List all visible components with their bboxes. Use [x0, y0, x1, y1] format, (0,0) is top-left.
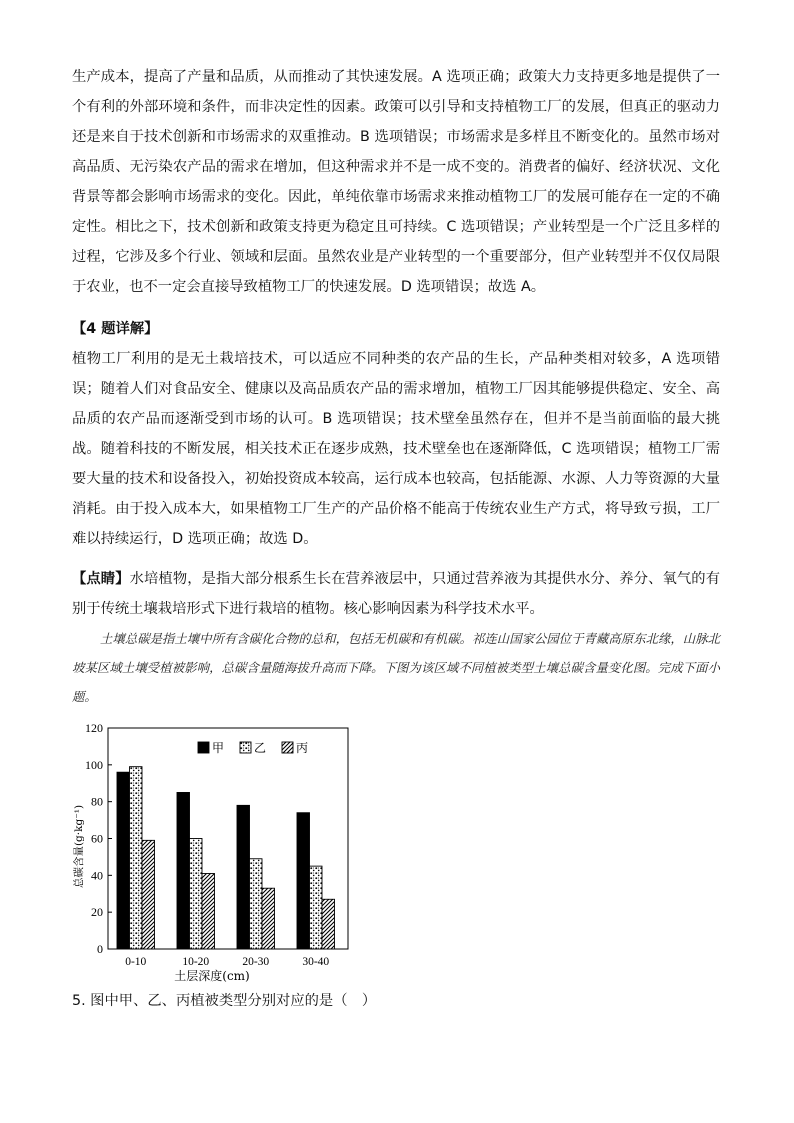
bar-丙 — [202, 873, 215, 949]
bar-甲 — [237, 805, 250, 949]
key-point-paragraph — [72, 564, 720, 624]
legend-label-丙: 丙 — [296, 741, 309, 755]
y-tick-label: 40 — [91, 868, 103, 883]
y-tick-label: 20 — [91, 905, 103, 920]
y-axis-label: 总碳含量(g·kg⁻¹) — [73, 804, 85, 889]
bar-乙 — [190, 839, 203, 950]
question-4-explanation: 植物工厂利用的是无土栽培技术，可以适应不同种类的农产品的生长，产品种类相对较多，A 选项错误；随着人们对食品安全、健康以及高品质农产品的需求增加，植物工厂因其能够提供稳定、安全、高品质的农产品而逐渐受到市场的认可。B 选项错误；技术壁垒虽然存在，但并不是当前面临的最大挑战。随着科技的不断发展，相关技术正在逐步成熟，技术壁垒也在逐渐降低，C 选项错误；植物工厂需要大量的技术和设备投入，初始投资成本较高，运行成本也较高，包括能源、水源、人力等资源的大量消耗。由于投入成本大，如果植物工厂生产的产品价格不能高于传统农业生产方式，将导致亏损，工厂难以持续运行，D 选项正确；故选 D。 — [72, 351, 720, 547]
bar-乙 — [310, 866, 323, 949]
question-4-heading: 【4 题详解】 — [72, 321, 159, 337]
y-tick-label: 120 — [85, 721, 103, 735]
y-tick-label: 100 — [85, 757, 103, 772]
legend-swatch-甲 — [198, 742, 209, 753]
x-tick-label: 0-10 — [125, 956, 147, 968]
y-tick-label: 80 — [91, 794, 103, 809]
y-tick-label: 0 — [97, 942, 103, 956]
legend-swatch-乙 — [240, 742, 251, 753]
x-axis-label: 土层深度(cm) — [174, 969, 250, 983]
key-point-text: 水培植物，是指大部分根系生长在营养液层中，只通过营养液为其提供水分、养分、氧气的有别于传统土壤栽培形式下进行栽培的植物。核心影响因素为科学技术水平。 — [72, 571, 720, 617]
legend-label-甲: 甲 — [212, 741, 225, 755]
x-tick-label: 10-20 — [182, 956, 210, 968]
bar-甲 — [117, 772, 130, 949]
bar-丙 — [322, 899, 335, 949]
question-stem-intro: 土壤总碳是指土壤中所有含碳化合物的总和，包括无机碳和有机碳。祁连山国家公园位于青藏高原东北缘，山脉北坡某区域土壤受植被影响，总碳含量随海拔升高而下降。下图为该区域不同植被类型土壤总碳含量变化图。完成下面小题。 — [72, 631, 720, 704]
bar-乙 — [250, 859, 263, 949]
key-point-label: 【点睛】 — [72, 571, 130, 587]
bar-乙 — [130, 767, 143, 949]
legend-label-乙: 乙 — [254, 741, 267, 755]
bar-甲 — [177, 792, 190, 949]
bar-丙 — [262, 888, 275, 949]
question-5: 5. 图中甲、乙、丙植被类型分别对应的是（ ） — [72, 993, 377, 1009]
x-tick-label: 20-30 — [242, 956, 270, 968]
legend-swatch-丙 — [282, 742, 293, 753]
soil-carbon-bar-chart — [60, 712, 360, 984]
bar-甲 — [297, 813, 310, 949]
answer-explanation-paragraph: 生产成本，提高了产量和品质，从而推动了其快速发展。A 选项正确；政策大力支持更多地是提供了一个有利的外部环境和条件，而非决定性的因素。政策可以引导和支持植物工厂的发展，但真正的驱动力还是来自于技术创新和市场需求的双重推动。B 选项错误；市场需求是多样且不断变化的。虽然市场对高品质、无污染农产品的需求在增加，但这种需求并不是一成不变的。消费者的偏好、经济状况、文化背景等都会影响市场需求的变化。因此，单纯依靠市场需求来推动植物工厂的发展可能存在一定的不确定性。相比之下，技术创新和政策支持更为稳定且可持续。C 选项错误；产业转型是一个广泛且多样的过程，它涉及多个行业、领域和层面。虽然农业是产业转型的一个重要部分，但产业转型并不仅仅局限于农业，也不一定会直接导致植物工厂的快速发展。D 选项错误；故选 A。 — [72, 69, 720, 295]
x-tick-label: 30-40 — [302, 956, 330, 968]
y-tick-label: 60 — [91, 831, 103, 846]
bar-丙 — [142, 840, 155, 949]
